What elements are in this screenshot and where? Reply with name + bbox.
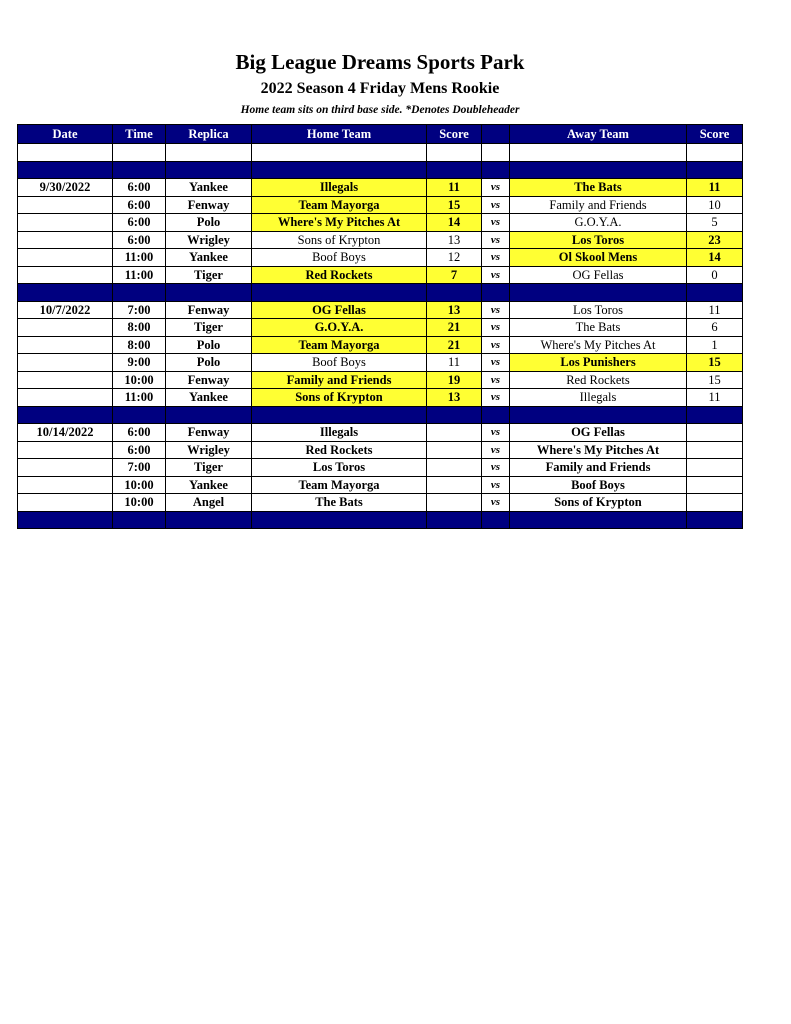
replica-cell: Yankee	[166, 179, 252, 197]
empty-cell	[482, 144, 510, 162]
home-team-cell: Team Mayorga	[252, 476, 427, 494]
replica-cell: Tiger	[166, 319, 252, 337]
vs-cell: vs	[482, 214, 510, 232]
home-score-cell: 11	[427, 179, 482, 197]
home-score-cell: 7	[427, 266, 482, 284]
empty-cell	[510, 406, 687, 424]
empty-cell	[252, 511, 427, 529]
home-team-cell: G.O.Y.A.	[252, 319, 427, 337]
home-score-cell: 15	[427, 196, 482, 214]
home-score-cell: 14	[427, 214, 482, 232]
empty-cell	[687, 144, 743, 162]
vs-cell: vs	[482, 424, 510, 442]
separator-row	[18, 161, 743, 179]
home-score-cell: 13	[427, 231, 482, 249]
empty-cell	[427, 161, 482, 179]
game-row	[18, 301, 743, 319]
home-team-cell: Team Mayorga	[252, 336, 427, 354]
replica-cell: Yankee	[166, 476, 252, 494]
home-team-cell: Illegals	[252, 179, 427, 197]
away-score-cell	[687, 424, 743, 442]
empty-cell	[166, 161, 252, 179]
home-score-cell: 12	[427, 249, 482, 267]
vs-cell: vs	[482, 476, 510, 494]
vs-cell: vs	[482, 389, 510, 407]
schedule-body	[18, 144, 743, 529]
home-score-cell: 19	[427, 371, 482, 389]
game-row	[18, 441, 743, 459]
game-row	[18, 231, 743, 249]
date-cell	[18, 441, 113, 459]
home-score-cell: 21	[427, 319, 482, 337]
time-cell: 6:00	[113, 441, 166, 459]
empty-cell	[18, 284, 113, 302]
col-header-date: Date	[18, 125, 113, 144]
empty-cell	[687, 406, 743, 424]
col-header-away-score: Score	[687, 125, 743, 144]
game-row	[18, 424, 743, 442]
time-cell: 11:00	[113, 249, 166, 267]
game-row	[18, 266, 743, 284]
away-score-cell: 0	[687, 266, 743, 284]
game-row	[18, 196, 743, 214]
vs-cell: vs	[482, 196, 510, 214]
away-team-cell: Red Rockets	[510, 371, 687, 389]
away-team-cell: Illegals	[510, 389, 687, 407]
date-cell: 9/30/2022	[18, 179, 113, 197]
page-note: Home team sits on third base side. *Denotes Doubleheader	[240, 104, 520, 116]
date-cell	[18, 459, 113, 477]
home-score-cell	[427, 476, 482, 494]
home-team-cell: Team Mayorga	[252, 196, 427, 214]
game-row	[18, 476, 743, 494]
empty-cell	[252, 161, 427, 179]
away-team-cell: The Bats	[510, 179, 687, 197]
home-score-cell	[427, 441, 482, 459]
replica-cell: Angel	[166, 494, 252, 512]
empty-cell	[510, 161, 687, 179]
empty-cell	[18, 144, 113, 162]
away-score-cell: 10	[687, 196, 743, 214]
date-cell	[18, 196, 113, 214]
home-score-cell: 13	[427, 301, 482, 319]
away-score-cell: 15	[687, 371, 743, 389]
home-team-cell: Sons of Krypton	[252, 231, 427, 249]
date-cell	[18, 214, 113, 232]
time-cell: 8:00	[113, 336, 166, 354]
replica-cell: Tiger	[166, 459, 252, 477]
away-score-cell: 6	[687, 319, 743, 337]
vs-cell: vs	[482, 371, 510, 389]
time-cell: 11:00	[113, 389, 166, 407]
vs-cell: vs	[482, 179, 510, 197]
home-team-cell: OG Fellas	[252, 301, 427, 319]
col-header-home-score: Score	[427, 125, 482, 144]
time-cell: 9:00	[113, 354, 166, 372]
empty-cell	[427, 144, 482, 162]
blank-row	[18, 144, 743, 162]
away-score-cell: 11	[687, 389, 743, 407]
time-cell: 6:00	[113, 196, 166, 214]
header-row	[18, 125, 743, 144]
date-cell	[18, 336, 113, 354]
away-score-cell: 1	[687, 336, 743, 354]
home-team-cell: Red Rockets	[252, 266, 427, 284]
empty-cell	[18, 511, 113, 529]
empty-cell	[482, 284, 510, 302]
game-row	[18, 214, 743, 232]
empty-cell	[166, 284, 252, 302]
empty-cell	[687, 284, 743, 302]
away-team-cell: Los Punishers	[510, 354, 687, 372]
col-header-home-team: Home Team	[252, 125, 427, 144]
home-team-cell: Where's My Pitches At	[252, 214, 427, 232]
replica-cell: Wrigley	[166, 441, 252, 459]
empty-cell	[427, 284, 482, 302]
game-row	[18, 459, 743, 477]
away-score-cell: 11	[687, 301, 743, 319]
empty-cell	[113, 284, 166, 302]
away-score-cell	[687, 441, 743, 459]
vs-cell: vs	[482, 441, 510, 459]
time-cell: 10:00	[113, 371, 166, 389]
home-team-cell: Los Toros	[252, 459, 427, 477]
date-cell	[18, 266, 113, 284]
replica-cell: Fenway	[166, 301, 252, 319]
col-header-time: Time	[113, 125, 166, 144]
empty-cell	[252, 284, 427, 302]
home-team-cell: The Bats	[252, 494, 427, 512]
empty-cell	[252, 144, 427, 162]
away-team-cell: Sons of Krypton	[510, 494, 687, 512]
home-score-cell	[427, 424, 482, 442]
game-row	[18, 319, 743, 337]
away-score-cell: 23	[687, 231, 743, 249]
date-cell	[18, 231, 113, 249]
date-cell	[18, 389, 113, 407]
replica-cell: Tiger	[166, 266, 252, 284]
empty-cell	[113, 161, 166, 179]
time-cell: 7:00	[113, 459, 166, 477]
home-score-cell: 21	[427, 336, 482, 354]
away-team-cell: Boof Boys	[510, 476, 687, 494]
vs-cell: vs	[482, 494, 510, 512]
home-score-cell	[427, 494, 482, 512]
date-cell	[18, 249, 113, 267]
away-team-cell: Ol Skool Mens	[510, 249, 687, 267]
time-cell: 11:00	[113, 266, 166, 284]
empty-cell	[510, 284, 687, 302]
empty-cell	[510, 511, 687, 529]
away-team-cell: OG Fellas	[510, 424, 687, 442]
vs-cell: vs	[482, 319, 510, 337]
date-cell	[18, 319, 113, 337]
date-cell	[18, 354, 113, 372]
empty-cell	[166, 511, 252, 529]
page-subtitle: 2022 Season 4 Friday Mens Rookie	[260, 80, 500, 97]
empty-cell	[510, 144, 687, 162]
empty-cell	[113, 511, 166, 529]
empty-cell	[482, 161, 510, 179]
away-score-cell: 5	[687, 214, 743, 232]
time-cell: 6:00	[113, 179, 166, 197]
away-score-cell: 11	[687, 179, 743, 197]
game-row	[18, 336, 743, 354]
date-cell	[18, 371, 113, 389]
away-score-cell	[687, 476, 743, 494]
replica-cell: Wrigley	[166, 231, 252, 249]
away-team-cell: The Bats	[510, 319, 687, 337]
game-row	[18, 354, 743, 372]
replica-cell: Fenway	[166, 424, 252, 442]
vs-cell: vs	[482, 266, 510, 284]
vs-cell: vs	[482, 459, 510, 477]
vs-cell: vs	[482, 249, 510, 267]
time-cell: 6:00	[113, 231, 166, 249]
replica-cell: Polo	[166, 354, 252, 372]
vs-cell: vs	[482, 231, 510, 249]
time-cell: 6:00	[113, 214, 166, 232]
home-team-cell: Boof Boys	[252, 354, 427, 372]
away-team-cell: Los Toros	[510, 231, 687, 249]
replica-cell: Fenway	[166, 371, 252, 389]
empty-cell	[18, 161, 113, 179]
away-score-cell: 14	[687, 249, 743, 267]
away-team-cell: Family and Friends	[510, 196, 687, 214]
empty-cell	[482, 511, 510, 529]
empty-cell	[252, 406, 427, 424]
home-team-cell: Sons of Krypton	[252, 389, 427, 407]
time-cell: 8:00	[113, 319, 166, 337]
replica-cell: Polo	[166, 214, 252, 232]
away-score-cell	[687, 494, 743, 512]
home-team-cell: Boof Boys	[252, 249, 427, 267]
away-score-cell	[687, 459, 743, 477]
game-row	[18, 389, 743, 407]
empty-cell	[687, 161, 743, 179]
game-row	[18, 179, 743, 197]
vs-cell: vs	[482, 336, 510, 354]
away-team-cell: Where's My Pitches At	[510, 441, 687, 459]
away-team-cell: OG Fellas	[510, 266, 687, 284]
game-row	[18, 249, 743, 267]
home-team-cell: Red Rockets	[252, 441, 427, 459]
time-cell: 10:00	[113, 494, 166, 512]
empty-cell	[687, 511, 743, 529]
page-title: Big League Dreams Sports Park	[235, 50, 525, 74]
empty-cell	[166, 144, 252, 162]
col-header-vs	[482, 125, 510, 144]
game-row	[18, 494, 743, 512]
replica-cell: Yankee	[166, 249, 252, 267]
date-cell	[18, 494, 113, 512]
replica-cell: Polo	[166, 336, 252, 354]
col-header-replica: Replica	[166, 125, 252, 144]
separator-row	[18, 511, 743, 529]
empty-cell	[18, 406, 113, 424]
replica-cell: Yankee	[166, 389, 252, 407]
time-cell: 7:00	[113, 301, 166, 319]
empty-cell	[113, 406, 166, 424]
empty-cell	[482, 406, 510, 424]
separator-row	[18, 406, 743, 424]
home-score-cell	[427, 459, 482, 477]
away-team-cell: G.O.Y.A.	[510, 214, 687, 232]
separator-row	[18, 284, 743, 302]
empty-cell	[427, 511, 482, 529]
date-cell	[18, 476, 113, 494]
replica-cell: Fenway	[166, 196, 252, 214]
time-cell: 10:00	[113, 476, 166, 494]
date-cell: 10/7/2022	[18, 301, 113, 319]
empty-cell	[113, 144, 166, 162]
game-row	[18, 371, 743, 389]
away-team-cell: Family and Friends	[510, 459, 687, 477]
vs-cell: vs	[482, 301, 510, 319]
date-cell: 10/14/2022	[18, 424, 113, 442]
away-team-cell: Los Toros	[510, 301, 687, 319]
empty-cell	[427, 406, 482, 424]
schedule-table	[17, 124, 743, 529]
home-team-cell: Illegals	[252, 424, 427, 442]
time-cell: 6:00	[113, 424, 166, 442]
home-team-cell: Family and Friends	[252, 371, 427, 389]
away-team-cell: Where's My Pitches At	[510, 336, 687, 354]
empty-cell	[166, 406, 252, 424]
away-score-cell: 15	[687, 354, 743, 372]
col-header-away-team: Away Team	[510, 125, 687, 144]
home-score-cell: 13	[427, 389, 482, 407]
vs-cell: vs	[482, 354, 510, 372]
home-score-cell: 11	[427, 354, 482, 372]
